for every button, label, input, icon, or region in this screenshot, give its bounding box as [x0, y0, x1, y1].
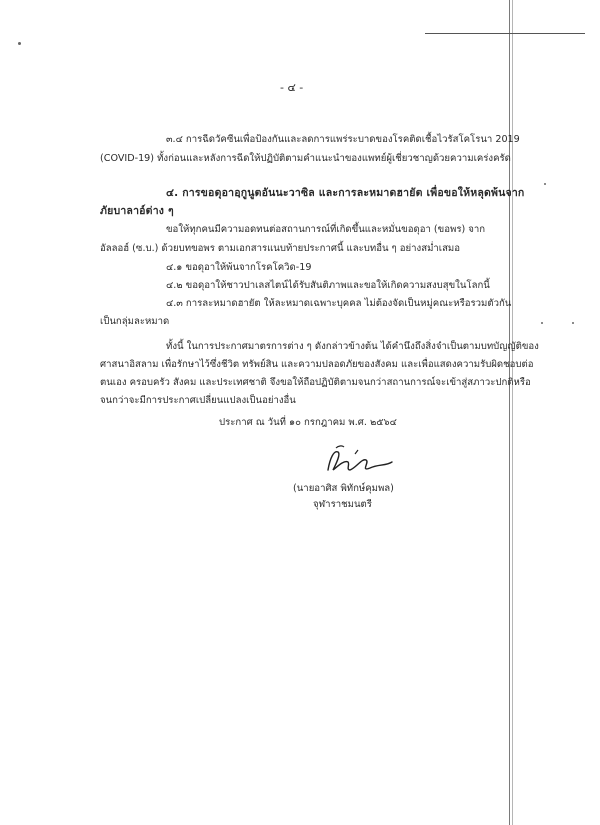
scan-speck	[572, 322, 574, 324]
item-4-2: ๔.๒ ขอดุอาให้ชาวปาเลสไตน์ได้รับสันติภาพและขอให้เกิดความสงบสุขในโลกนี้	[166, 280, 490, 291]
section-3-4-line-2: (COVID-19) ทั้งก่อนและหลังการฉีดให้ปฏิบัติตามคำแนะนำของแพทย์ผู้เชี่ยวชาญด้วยความเคร่งครัด	[100, 153, 511, 164]
closing-line-1: ทั้งนี้ ในการประกาศมาตรการต่าง ๆ ดังกล่าวข้างต้น ได้คำนึงถึงสิ่งจำเป็นตามบทบัญญัติของ	[166, 341, 539, 352]
page-number: - ๔ -	[280, 81, 304, 94]
section-4-heading-line-2: ภัยบาลาอ์ต่าง ๆ	[100, 205, 174, 217]
section-4-heading-line-1: ๔. การขอดุอาอฺกูนูตอันนะวาซิล และการละหมาดฮายัต เพื่อขอให้หลุดพ้นจาก	[166, 187, 525, 199]
closing-line-2: ศาสนาอิสลาม เพื่อรักษาไว้ซึ่งชีวิต ทรัพย์สิน และความปลอดภัยของสังคม และเพื่อแสดงความรับผิดชอบต่อ	[100, 359, 534, 370]
scan-speck	[544, 183, 546, 185]
scan-edge-line	[509, 0, 510, 825]
closing-line-3: ตนเอง ครอบครัว สังคม และประเทศชาติ จึงขอให้ถือปฏิบัติตามจนกว่าสถานการณ์จะเข้าสู่สภาวะปกติหรือ	[100, 377, 531, 388]
scan-speck	[18, 42, 21, 45]
item-4-1: ๔.๑ ขอดุอาให้พ้นจากโรคโควิด-19	[166, 262, 312, 273]
item-4-3-line-2: เป็นกลุ่มละหมาด	[100, 316, 170, 327]
item-4-3-line-1: ๔.๓ การละหมาดฮายัต ให้ละหมาดเฉพาะบุคคล ไม่ต้องจัดเป็นหมู่คณะหรือรวมตัวกัน	[166, 298, 512, 309]
section-4-paragraph-line-1: ขอให้ทุกคนมีความอดทนต่อสถานการณ์ที่เกิดขึ้นและหมั่นขอดุอา (ขอพร) จาก	[166, 224, 486, 235]
section-3-4-line-1: ๓.๔ การฉีดวัคซีนเพื่อป้องกันและลดการแพร่ระบาดของโรคติดเชื้อไวรัสโคโรนา 2019	[166, 134, 520, 145]
announcement-date: ประกาศ ณ วันที่ ๑๐ กรกฎาคม พ.ศ. ๒๕๖๔	[219, 417, 397, 428]
scan-edge-line-secondary	[512, 0, 513, 825]
handwritten-signature	[300, 440, 420, 480]
signatory-title: จุฬาราชมนตรี	[313, 499, 372, 510]
closing-line-4: จนกว่าจะมีการประกาศเปลี่ยนแปลงเป็นอย่างอื่น	[100, 395, 296, 406]
scan-speck	[541, 322, 543, 324]
signatory-name: (นายอาศิส พิทักษ์คุมพล)	[293, 483, 394, 494]
scan-top-line	[425, 33, 585, 34]
section-4-paragraph-line-2: อัลลอฮ์ (ซ.บ.) ด้วยบทขอพร ตามเอกสารแนบท้ายประกาศนี้ และบทอื่น ๆ อย่างสม่ำเสมอ	[100, 243, 461, 254]
